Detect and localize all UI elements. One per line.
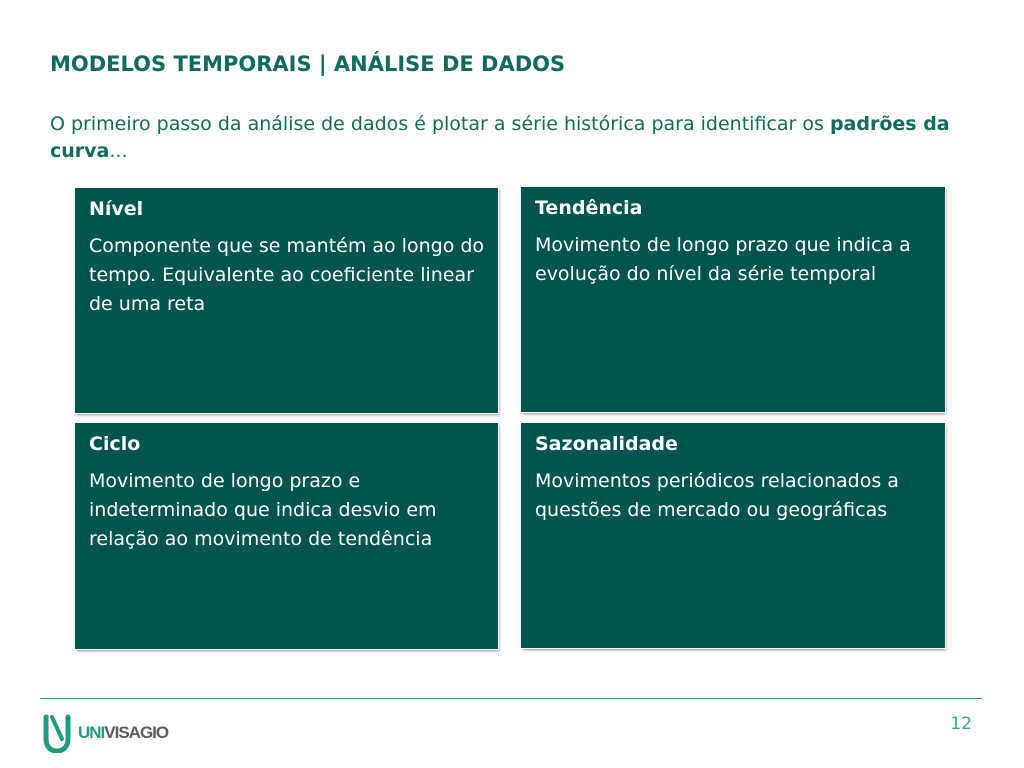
card-title: Nível (89, 198, 144, 220)
intro-suffix: ... (109, 140, 128, 162)
logo-wordmark (78, 723, 168, 743)
logo-wordmark-suffix: VISAGIO (104, 723, 169, 742)
intro-text: O primeiro passo da análise de dados é plotar a série histórica para identificar os (50, 113, 830, 135)
card-text: Componente que se mantém ao longo do tempo. Equivalente ao coeficiente linear de uma reta (89, 235, 485, 315)
intro-paragraph (50, 111, 970, 165)
page-number: 12 (950, 714, 972, 734)
card-text: Movimentos periódicos relacionados a questões de mercado ou geográficas (535, 470, 899, 521)
card-nivel (75, 188, 498, 413)
slide-title: MODELOS TEMPORAIS | ANÁLISE DE DADOS (50, 52, 566, 76)
logo-wordmark-prefix: UNI (78, 723, 105, 742)
footer-divider (40, 698, 982, 699)
card-title: Ciclo (89, 433, 141, 455)
univisagio-logo (42, 713, 168, 753)
card-ciclo (75, 423, 498, 649)
intro-bold-text: padrões da curva (50, 113, 950, 162)
univisagio-logo-icon (42, 713, 72, 753)
card-text: Movimento de longo prazo que indica a evolução do nível da série temporal (535, 234, 911, 285)
card-text: Movimento de longo prazo e indeterminado que indica desvio em relação ao movimento de tendência (89, 470, 437, 550)
card-title: Tendência (535, 197, 643, 219)
card-title: Sazonalidade (535, 433, 678, 455)
card-tendencia (521, 187, 945, 412)
card-sazonalidade (521, 423, 945, 648)
